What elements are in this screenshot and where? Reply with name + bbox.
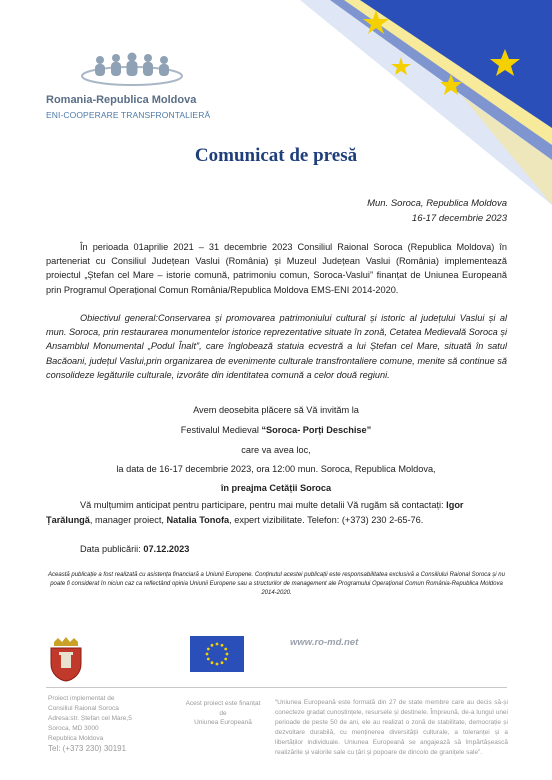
publish-date-line [80,544,189,554]
publish-date: 07.12.2023 [143,544,190,554]
location-block [367,196,507,226]
footer-line: Soroca, MD 3000 [48,725,99,732]
publish-label: Data publicării: [80,544,144,554]
soroca-crest-icon [48,636,84,682]
page-title: Comunicat de presă [194,145,358,166]
logo-title: Romania-Republica Moldova [46,94,197,106]
contact-role-1: , manager proiect, [89,515,167,525]
footer-line: Tel: (+373 230) 30191 [48,744,127,753]
footer-line: de [219,709,227,717]
eu-disclaimer: Această publicație a fost realizată cu asistența financiară a Uniunii Europene. Conținutul acestei publicații este responsabilitatea exclusivă a Consiliului Raional Soroca și nu poate fi considerat în niciun caz ca reflectând opinia Uniunii Europene sau a structurilor de management ale Programului Operațional Comun România-Republica Moldova 2014-2020. [48,572,505,596]
datetime-line: la data de 16-17 decembrie 2023, ora 12:00 mun. Soroca, Republica Moldova, [116,464,436,474]
eu-stars-icon [190,636,244,672]
footer-eu-statement: “Uniunea Europeană este formată din 27 de state membre care au decis să-și conecteze gradat cunoștințele, resursele și destinele. Împreună, de-a lungul unei perioade de peste 50 de ani, ele au realizat o zonă de stabilitate, democrație și dezvoltare durabilă, cu menținerea diversității culturale, a toleranței și a libertăților individuale. Uniunea Europeană se angajează să împărtășească realizările și valorile sale cu țări și popoare de dincolo de granițele sale”. [275,699,508,756]
website-link[interactable]: www.ro-md.net [290,637,359,648]
logo-subtitle: ENI-COOPERARE TRANSFRONTALIERĂ [46,110,211,120]
program-logo-icon [80,52,184,86]
footer-line: Acest proiect este finanțat [185,700,261,707]
contact-name-1: Igor Țarălungă [46,500,464,525]
footer-line: Republica Moldova [48,735,104,742]
footer-line: Consiliul Raional Soroca [48,705,119,712]
footer-line: Proiect implementat de [48,695,115,702]
thanks-text: Vă mulțumim anticipat pentru participare, pentru mai multe detalii Vă rugăm să contactați: [80,500,447,510]
location: Mun. Soroca, Republica Moldova [367,198,507,209]
venue: în preajma Cetății Soroca [220,483,332,493]
footer-line: Uniunea Europeană [194,719,252,726]
eu-flag [190,636,244,672]
contact-role-2: , expert vizibilitate. Telefon: (+373) 230 2-65-76. [229,515,424,525]
invite-line: Avem deosebita plăcere să Vă invităm la [193,405,359,415]
occurs-line: care va avea loc, [241,445,311,455]
festival-name: “Soroca- Porți Deschise” [261,425,372,435]
contact-name-2: Natalia Tonofa [166,515,230,525]
footer-line: Adresa:str. Ștefan cel Mare,5 [48,715,132,722]
contact-paragraph [46,498,507,528]
objective-paragraph: Obiectivul general:Conservarea și promovarea patrimoniului cultural și istoric al județului Vaslui și al mun. Soroca, prin restaurarea monumentelor istorice reprezentative situate în zonă, Cetatea Medievală Soroca și Ansamblul Monumental „Podul Înalt”, care înglobează statuia ecvestră a lui Ștefan cel Mare, situată în satul Bacăoani, județul Vaslui,prin organizarea de evenimente culturale transfrontaliere comune, menite să continue să consolideze legăturile culturale, izvorâte din identitatea comună a celor două regiuni. [46,313,507,380]
date-range: 16-17 decembrie 2023 [411,213,507,224]
footer-implementer [48,694,158,754]
intro-paragraph: În perioada 01aprilie 2021 – 31 decembrie 2023 Consiliul Raional Soroca (Republica Moldova) în parteneriat cu Consiliul Județean Vaslui (România) și Muzeul Județean Vaslui (România) implementează proiectul „Ștefan cel Mare – istorie comună, patrimoniu comun, Soroca-Vaslui” finanțat de Uniunea Europeană prin Programul Operațional Comun România/Republica Moldova EMS-ENI 2014-2020. [46,242,507,295]
footer-funding [178,699,268,728]
festival-prefix: Festivalul Medieval [180,425,262,435]
footer-divider [46,687,507,688]
festival-line [0,424,552,437]
